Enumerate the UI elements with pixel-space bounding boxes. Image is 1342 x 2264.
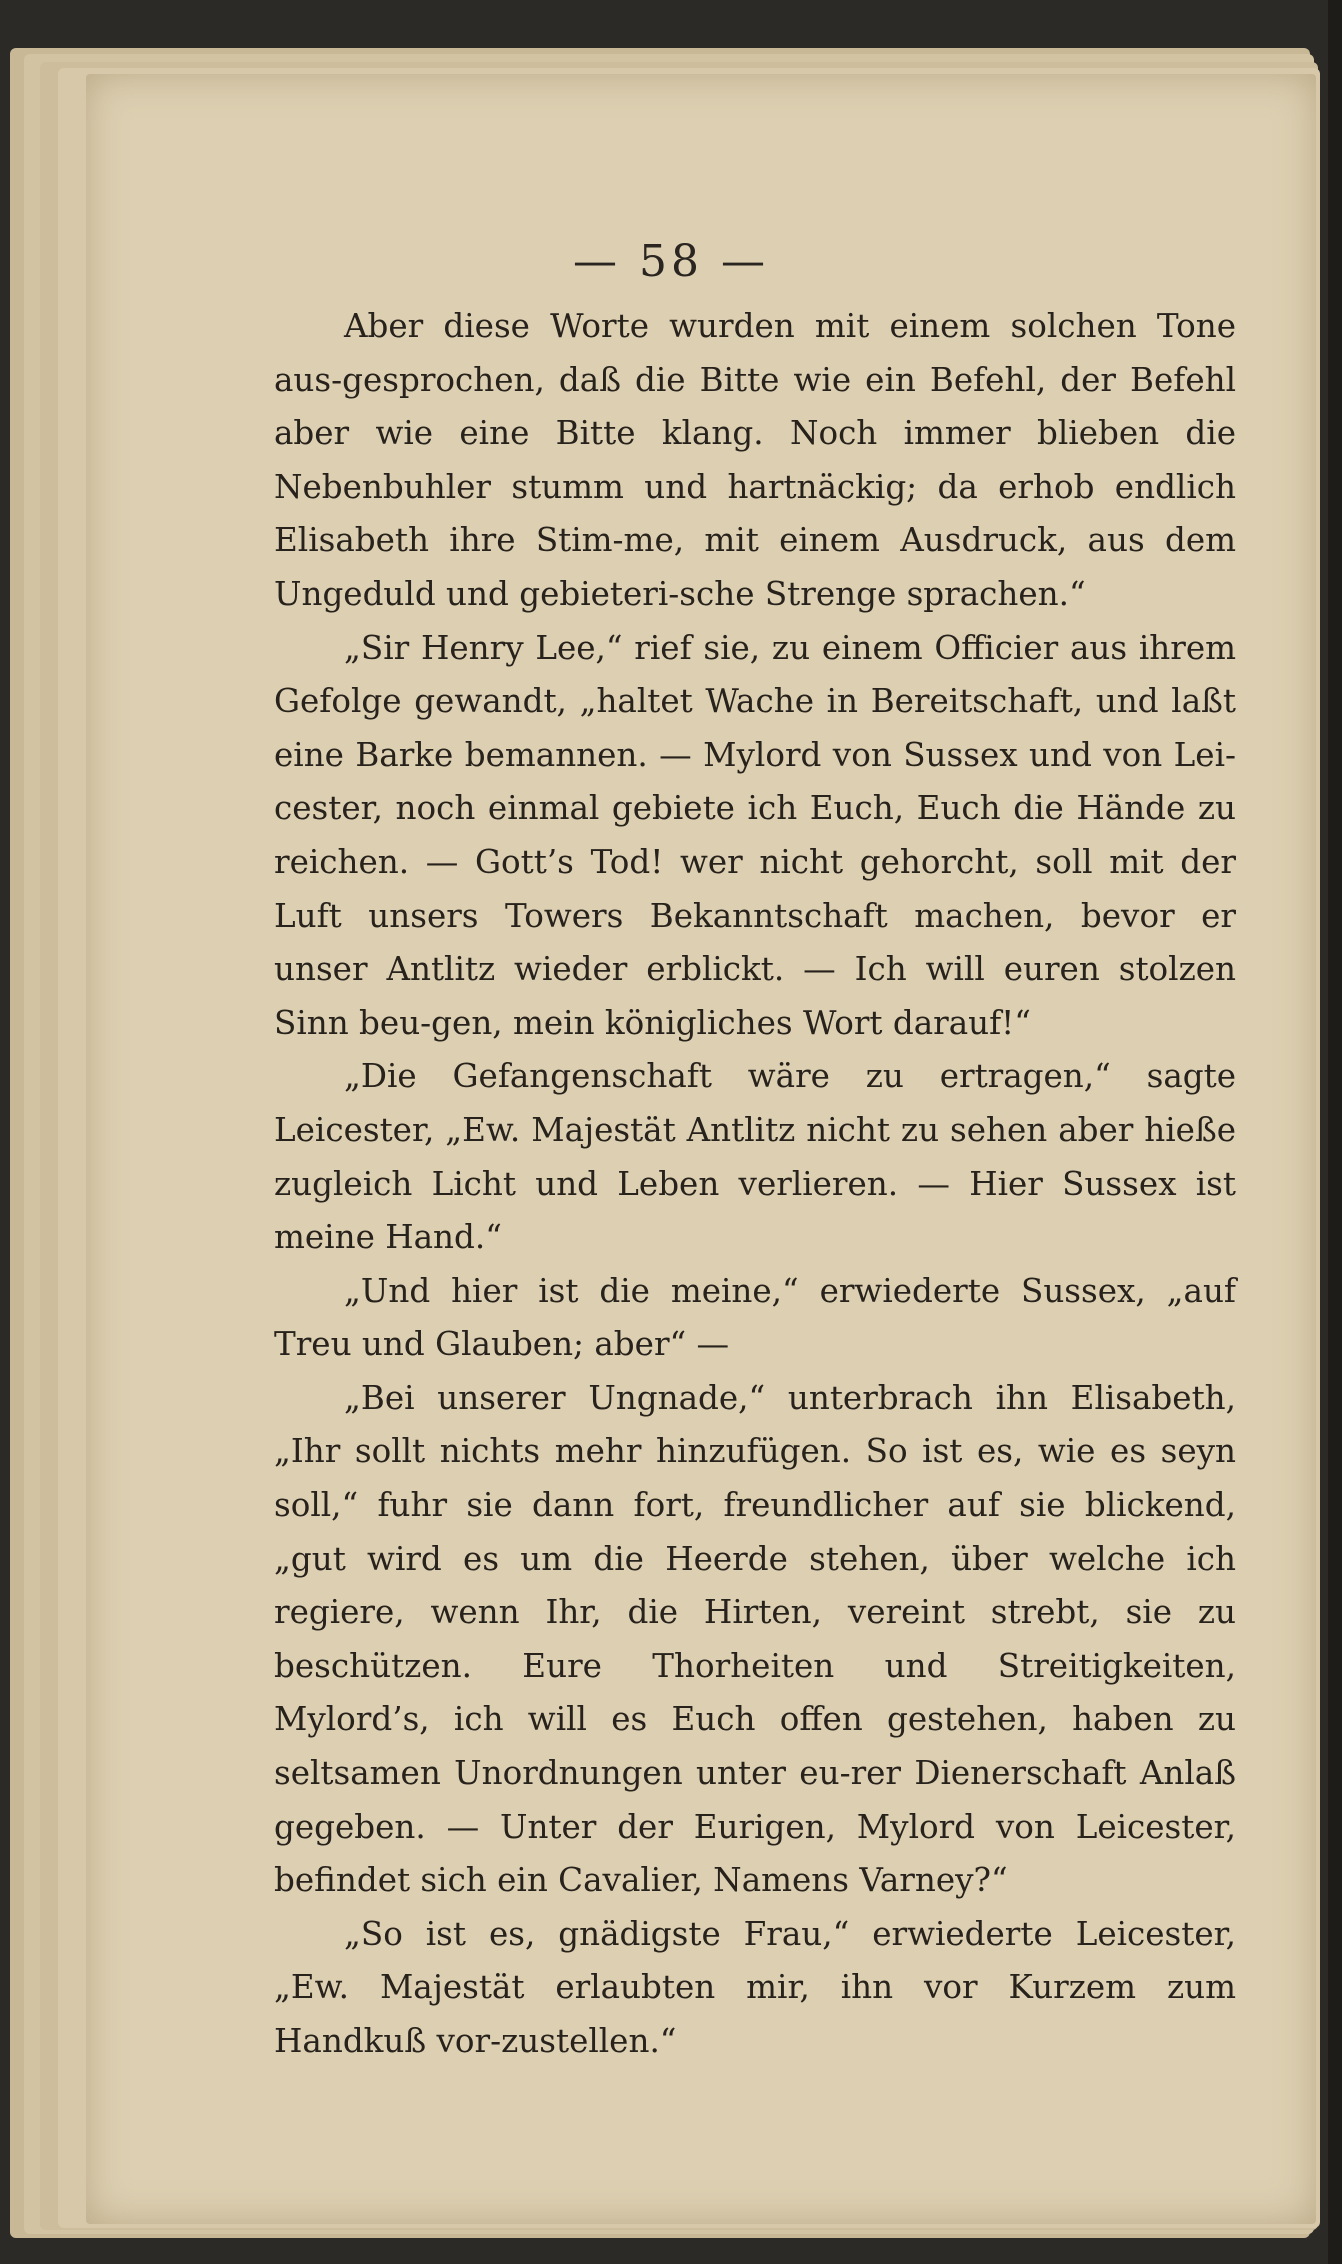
gutter-shadow xyxy=(1328,0,1342,2264)
paragraph: „Die Gefangenschaft wäre zu ertragen,“ sagte Leicester, „Ew. Majestät Antlitz nicht zu sehen aber hieße zugleich Licht und Leben verlieren. — Hier Sussex ist meine Hand.“ xyxy=(274,1057,1236,1257)
paragraph: „So ist es, gnädigste Frau,“ erwiederte Leicester, „Ew. Majestät erlaubten mir, ihn vor Kurzem zum Handkuß vor-zustellen.“ xyxy=(274,1914,1236,2060)
paragraph: „Und hier ist die meine,“ erwiederte Sussex, „auf Treu und Glauben; aber“ — xyxy=(274,1271,1236,1364)
paragraph: „Sir Henry Lee,“ rief sie, zu einem Officier aus ihrem Gefolge gewandt, „haltet Wache in Bereitschaft, und laßt eine Barke bemannen. — Mylord von Sussex und von Lei-cester, noch einmal gebiete ich Euch, Euch die Hände zu reichen. — Gott’s Tod! wer nicht gehorcht, soll mit der Luft unsers Towers Bekanntschaft machen, bevor er unser Antlitz wieder erblickt. — Ich will euren stolzen Sinn beu-gen, mein königliches Wort darauf!“ xyxy=(274,628,1236,1042)
paragraph: Aber diese Worte wurden mit einem solchen Tone aus-gesprochen, daß die Bitte wie ein Befehl, der Befehl aber wie eine Bitte klang. Noch immer blieben die Nebenbuhler stumm und hartnäckig; da erhob endlich Elisabeth ihre Stim-me, mit einem Ausdruck, aus dem Ungeduld und gebieteri-sche Strenge sprachen.“ xyxy=(274,307,1236,613)
body-text xyxy=(274,300,1236,2069)
page-number: — 58 — xyxy=(573,236,769,287)
paragraph: „Bei unserer Ungnade,“ unterbrach ihn Elisabeth, „Ihr sollt nichts mehr hinzufügen. So ist es, wie es seyn soll,“ fuhr sie dann fort, freundlicher auf sie blickend, „gut wird es um die Heerde stehen, über welche ich regiere, wenn Ihr, die Hirten, vereint strebt, sie zu beschützen. Eure Thorheiten und Streitigkeiten, Mylord’s, ich will es Euch offen gestehen, haben zu seltsamen Unordnungen unter eu-rer Dienerschaft Anlaß gegeben. — Unter der Eurigen, Mylord von Leicester, befindet sich ein Cavalier, Namens Varney?“ xyxy=(274,1378,1236,1900)
